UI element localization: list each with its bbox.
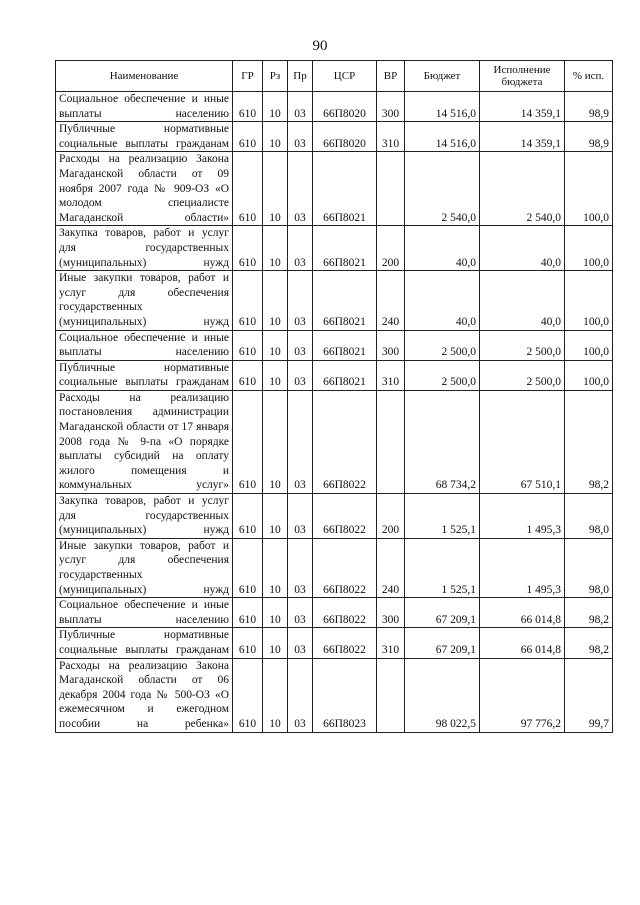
cell-budget: 14 516,0 (405, 92, 480, 122)
cell-pr: 03 (288, 658, 313, 732)
cell-percent: 99,7 (565, 658, 613, 732)
header-gr: ГР (233, 61, 263, 92)
cell-pr: 03 (288, 360, 313, 390)
cell-gr: 610 (233, 226, 263, 271)
budget-execution-table (55, 60, 613, 733)
cell-budget: 2 540,0 (405, 152, 480, 226)
cell-name: Социальное обеспечение и иные выплаты населению (56, 92, 233, 122)
cell-rz: 10 (263, 330, 288, 360)
cell-vr: 310 (377, 122, 405, 152)
cell-execution: 1 495,3 (480, 538, 565, 597)
cell-percent: 100,0 (565, 226, 613, 271)
cell-rz: 10 (263, 92, 288, 122)
table-row (56, 226, 613, 271)
cell-execution: 97 776,2 (480, 658, 565, 732)
header-budget: Бюджет (405, 61, 480, 92)
cell-csr: 66П8022 (313, 598, 377, 628)
cell-budget: 2 500,0 (405, 330, 480, 360)
header-csr: ЦСР (313, 61, 377, 92)
cell-percent: 98,2 (565, 390, 613, 493)
table-row (56, 152, 613, 226)
cell-csr: 66П8022 (313, 628, 377, 658)
cell-rz: 10 (263, 122, 288, 152)
cell-gr: 610 (233, 92, 263, 122)
cell-vr (377, 390, 405, 493)
cell-csr: 66П8022 (313, 390, 377, 493)
cell-execution: 14 359,1 (480, 92, 565, 122)
cell-pr: 03 (288, 598, 313, 628)
cell-percent: 98,9 (565, 92, 613, 122)
cell-name: Закупка товаров, работ и услуг для государственных (муниципальных) нужд (56, 494, 233, 539)
page-number: 90 (312, 38, 328, 54)
cell-execution: 2 500,0 (480, 330, 565, 360)
cell-budget: 1 525,1 (405, 538, 480, 597)
cell-vr: 300 (377, 330, 405, 360)
cell-vr: 310 (377, 628, 405, 658)
cell-name: Расходы на реализацию Закона Магаданской области от 09 ноября 2007 года № 909-ОЗ «О молодом специалисте Магаданской области» (56, 152, 233, 226)
cell-gr: 610 (233, 658, 263, 732)
cell-rz: 10 (263, 628, 288, 658)
cell-gr: 610 (233, 271, 263, 330)
cell-percent: 98,0 (565, 494, 613, 539)
header-execution: Исполнение бюджета (480, 61, 565, 92)
cell-execution: 2 500,0 (480, 360, 565, 390)
cell-gr: 610 (233, 494, 263, 539)
cell-pr: 03 (288, 152, 313, 226)
cell-budget: 67 209,1 (405, 628, 480, 658)
cell-budget: 40,0 (405, 271, 480, 330)
cell-execution: 66 014,8 (480, 628, 565, 658)
cell-gr: 610 (233, 628, 263, 658)
cell-name: Публичные нормативные социальные выплаты гражданам (56, 122, 233, 152)
cell-rz: 10 (263, 494, 288, 539)
cell-vr: 310 (377, 360, 405, 390)
cell-percent: 100,0 (565, 330, 613, 360)
cell-csr: 66П8023 (313, 658, 377, 732)
cell-csr: 66П8022 (313, 538, 377, 597)
cell-name: Иные закупки товаров, работ и услуг для обеспечения государственных (муниципальных) нужд (56, 271, 233, 330)
cell-rz: 10 (263, 271, 288, 330)
cell-percent: 100,0 (565, 152, 613, 226)
cell-rz: 10 (263, 152, 288, 226)
cell-rz: 10 (263, 538, 288, 597)
cell-name: Иные закупки товаров, работ и услуг для обеспечения государственных (муниципальных) нужд (56, 538, 233, 597)
cell-csr: 66П8021 (313, 330, 377, 360)
cell-execution: 40,0 (480, 271, 565, 330)
cell-gr: 610 (233, 538, 263, 597)
cell-vr: 200 (377, 226, 405, 271)
cell-execution: 67 510,1 (480, 390, 565, 493)
cell-percent: 100,0 (565, 360, 613, 390)
cell-percent: 98,9 (565, 122, 613, 152)
cell-pr: 03 (288, 538, 313, 597)
cell-vr: 300 (377, 92, 405, 122)
cell-budget: 68 734,2 (405, 390, 480, 493)
cell-percent: 100,0 (565, 271, 613, 330)
cell-csr: 66П8021 (313, 271, 377, 330)
cell-gr: 610 (233, 360, 263, 390)
table-row (56, 122, 613, 152)
table-row (56, 360, 613, 390)
cell-csr: 66П8021 (313, 226, 377, 271)
cell-csr: 66П8020 (313, 92, 377, 122)
cell-budget: 14 516,0 (405, 122, 480, 152)
cell-execution: 66 014,8 (480, 598, 565, 628)
cell-pr: 03 (288, 494, 313, 539)
cell-rz: 10 (263, 658, 288, 732)
table-row (56, 628, 613, 658)
table-header-row (56, 61, 613, 92)
cell-rz: 10 (263, 598, 288, 628)
table-row (56, 271, 613, 330)
cell-rz: 10 (263, 360, 288, 390)
cell-percent: 98,0 (565, 538, 613, 597)
cell-pr: 03 (288, 330, 313, 360)
table-row (56, 494, 613, 539)
cell-pr: 03 (288, 226, 313, 271)
cell-gr: 610 (233, 152, 263, 226)
cell-budget: 67 209,1 (405, 598, 480, 628)
header-pr: Пр (288, 61, 313, 92)
header-name: Наименование (56, 61, 233, 92)
cell-percent: 98,2 (565, 598, 613, 628)
cell-csr: 66П8021 (313, 360, 377, 390)
cell-name: Социальное обеспечение и иные выплаты населению (56, 598, 233, 628)
cell-pr: 03 (288, 271, 313, 330)
table-row (56, 598, 613, 628)
cell-name: Расходы на реализацию Закона Магаданской области от 06 декабря 2004 года № 500-ОЗ «О ежемесячном и ежегодном пособии на ребенка» (56, 658, 233, 732)
cell-rz: 10 (263, 390, 288, 493)
cell-budget: 40,0 (405, 226, 480, 271)
cell-gr: 610 (233, 598, 263, 628)
cell-vr: 200 (377, 494, 405, 539)
cell-name: Закупка товаров, работ и услуг для государственных (муниципальных) нужд (56, 226, 233, 271)
cell-gr: 610 (233, 122, 263, 152)
cell-csr: 66П8021 (313, 152, 377, 226)
cell-execution: 2 540,0 (480, 152, 565, 226)
header-rz: Рз (263, 61, 288, 92)
cell-execution: 1 495,3 (480, 494, 565, 539)
cell-name: Публичные нормативные социальные выплаты гражданам (56, 628, 233, 658)
table-row (56, 330, 613, 360)
table-row (56, 658, 613, 732)
cell-budget: 1 525,1 (405, 494, 480, 539)
table-row (56, 538, 613, 597)
cell-name: Публичные нормативные социальные выплаты гражданам (56, 360, 233, 390)
table-body (56, 92, 613, 733)
cell-gr: 610 (233, 330, 263, 360)
cell-vr: 240 (377, 271, 405, 330)
header-vr: ВР (377, 61, 405, 92)
cell-rz: 10 (263, 226, 288, 271)
cell-name: Расходы на реализацию постановления администрации Магаданской области от 17 января 2008 года № 9-па «О порядке выплаты субсидий на оплату жилого помещения и коммунальных услуг» (56, 390, 233, 493)
table-row (56, 92, 613, 122)
cell-vr: 300 (377, 598, 405, 628)
cell-csr: 66П8022 (313, 494, 377, 539)
cell-execution: 14 359,1 (480, 122, 565, 152)
cell-vr (377, 152, 405, 226)
cell-vr: 240 (377, 538, 405, 597)
cell-gr: 610 (233, 390, 263, 493)
table-row (56, 390, 613, 493)
cell-percent: 98,2 (565, 628, 613, 658)
cell-budget: 2 500,0 (405, 360, 480, 390)
cell-vr (377, 658, 405, 732)
header-percent: % исп. (565, 61, 613, 92)
cell-budget: 98 022,5 (405, 658, 480, 732)
cell-csr: 66П8020 (313, 122, 377, 152)
cell-pr: 03 (288, 390, 313, 493)
cell-pr: 03 (288, 92, 313, 122)
cell-name: Социальное обеспечение и иные выплаты населению (56, 330, 233, 360)
cell-execution: 40,0 (480, 226, 565, 271)
cell-pr: 03 (288, 122, 313, 152)
cell-pr: 03 (288, 628, 313, 658)
